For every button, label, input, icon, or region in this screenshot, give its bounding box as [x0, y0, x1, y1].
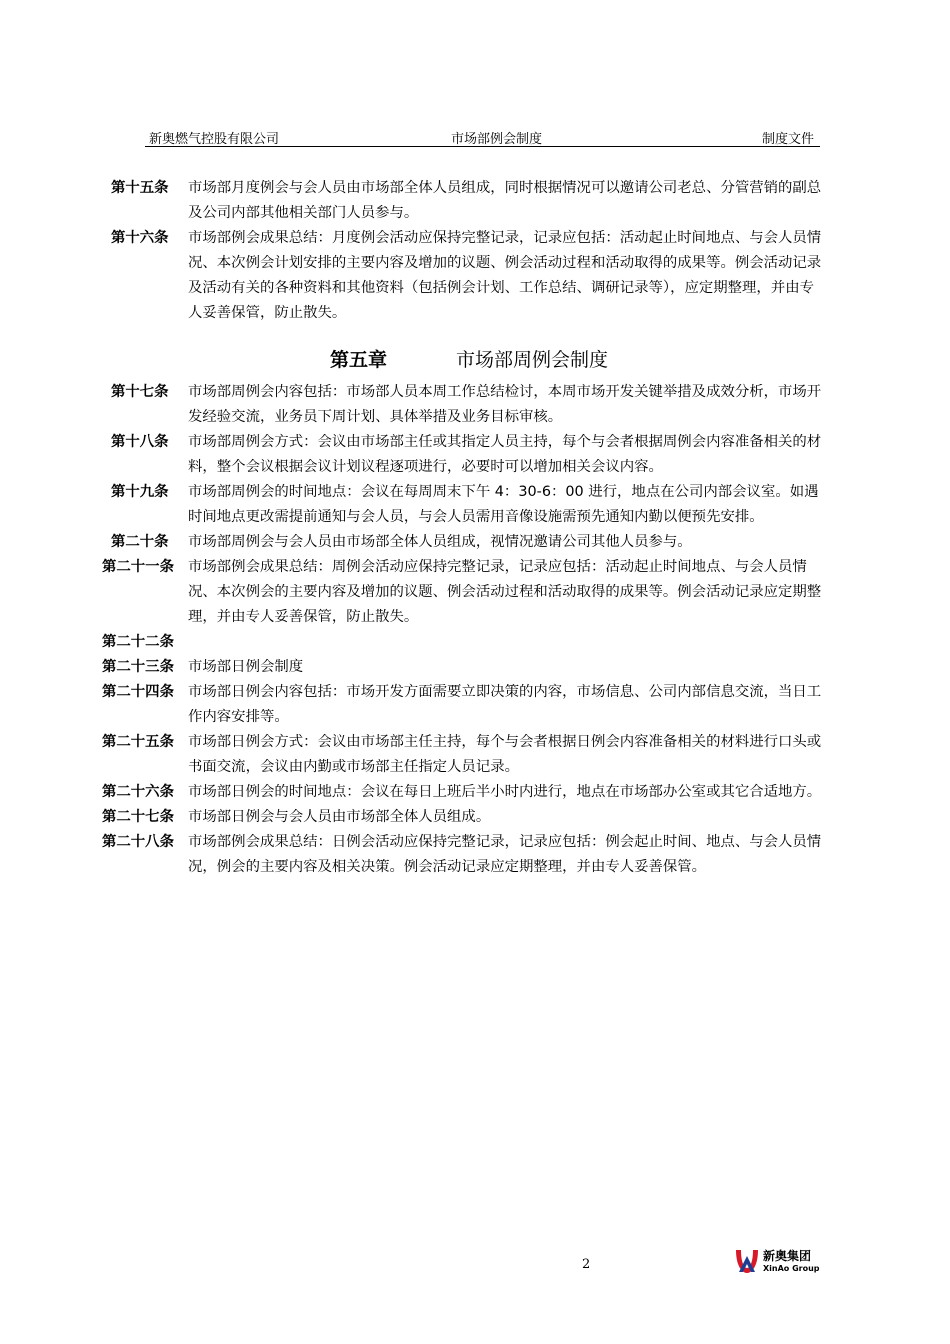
- article: [100, 555, 835, 630]
- chapter-title: 市场部周例会制度: [456, 349, 609, 371]
- article-text: 市场部例会成果总结：周例会活动应保持完整记录，记录应包括：活动起止时间地点、与会人员情况、本次例会的主要内容及增加的议题、例会活动过程和活动取得的成果等。例会活动记录应定期整理，并由专人妥善保管，防止散失。: [188, 559, 822, 625]
- article-number: 第十七条: [111, 384, 169, 400]
- article-text: 市场部日例会内容包括：市场开发方面需要立即决策的内容，市场信息、公司内部信息交流，当日工作内容安排等。: [188, 684, 822, 725]
- article-text: 市场部日例会方式：会议由市场部主任主持，每个与会者根据日例会内容准备相关的材料进行口头或书面交流，会议由内勤或市场部主任指定人员记录。: [188, 734, 822, 775]
- article: [100, 176, 835, 226]
- article-text: 市场部周例会内容包括：市场部人员本周工作总结检讨，本周市场开发关键举措及成效分析，市场开发经验交流，业务员下周计划、具体举措及业务目标审核。: [188, 384, 822, 425]
- article-number: 第二十一条: [102, 559, 174, 575]
- chapter-number: 第五章: [330, 349, 388, 371]
- company-logo: [733, 1246, 823, 1278]
- header-doc-type: 制度文件: [761, 132, 814, 147]
- article: [100, 430, 835, 480]
- article: [100, 805, 835, 830]
- article-text: 市场部月度例会与会人员由市场部全体人员组成，同时根据情况可以邀请公司老总、分管营销的副总及公司内部其他相关部门人员参与。: [188, 180, 822, 221]
- article-number: 第二十七条: [102, 809, 174, 825]
- article: [100, 530, 835, 555]
- page-header: [145, 128, 820, 147]
- article-text: 市场部周例会的时间地点：会议在每周周末下午 4：30-6：00 进行，地点在公司内部会议室。如遇时间地点更改需提前通知与会人员，与会人员需用音像设施需预先通知内勤以便预先安排。: [188, 484, 819, 525]
- article-text: 市场部日例会制度: [188, 659, 304, 675]
- article-text: 市场部日例会与会人员由市场部全体人员组成。: [188, 809, 491, 825]
- article-number: 第十八条: [111, 434, 169, 450]
- article: [100, 780, 835, 805]
- header-title: 市场部例会制度: [451, 132, 543, 147]
- article: [100, 680, 835, 730]
- logo-english-name: XinAo Group: [763, 1264, 820, 1273]
- chapter-heading: [100, 340, 835, 380]
- article: [100, 730, 835, 780]
- article-text: 市场部周例会方式：会议由市场部主任或其指定人员主持，每个与会者根据周例会内容准备相关的材料，整个会议根据会议计划议程逐项进行，必要时可以增加相关会议内容。: [188, 434, 822, 475]
- article-number: 第二十三条: [102, 659, 174, 675]
- logo-chinese-name: 新奥集团: [763, 1249, 812, 1263]
- article-text: 市场部例会成果总结：月度例会活动应保持完整记录，记录应包括：活动起止时间地点、与会人员情况、本次例会计划安排的主要内容及增加的议题、例会活动过程和活动取得的成果等。例会活动记录及活动有关的各种资料和其他资料（包括例会计划、工作总结、调研记录等），应定期整理，并由专人妥善保管，防止散失。: [188, 230, 822, 321]
- article-number: 第二十六条: [102, 784, 174, 800]
- article: [100, 630, 835, 655]
- article-number: 第二十八条: [102, 834, 174, 850]
- article: [100, 830, 835, 880]
- xinao-logo-icon: [733, 1246, 761, 1276]
- article: [100, 480, 835, 530]
- article-text: 市场部周例会与会人员由市场部全体人员组成，视情况邀请公司其他人员参与。: [188, 534, 692, 550]
- article-number: 第二十二条: [102, 634, 174, 650]
- article-number: 第十九条: [111, 484, 169, 500]
- article-number: 第十六条: [111, 230, 169, 246]
- article: [100, 226, 835, 326]
- article-number: 第二十五条: [102, 734, 174, 750]
- article-text: 市场部例会成果总结：日例会活动应保持完整记录，记录应包括：例会起止时间、地点、与会人员情况，例会的主要内容及相关决策。例会活动记录应定期整理，并由专人妥善保管。: [188, 834, 822, 875]
- article-number: 第十五条: [111, 180, 169, 196]
- article-number: 第二十条: [111, 534, 169, 550]
- page-number: 2: [582, 1257, 591, 1272]
- article: [100, 655, 835, 680]
- article-text: 市场部日例会的时间地点：会议在每日上班后半小时内进行，地点在市场部办公室或其它合适地方。: [188, 784, 822, 800]
- document-body: [100, 176, 835, 880]
- article: [100, 380, 835, 430]
- article-number: 第二十四条: [102, 684, 174, 700]
- header-company: 新奥燃气控股有限公司: [149, 132, 280, 147]
